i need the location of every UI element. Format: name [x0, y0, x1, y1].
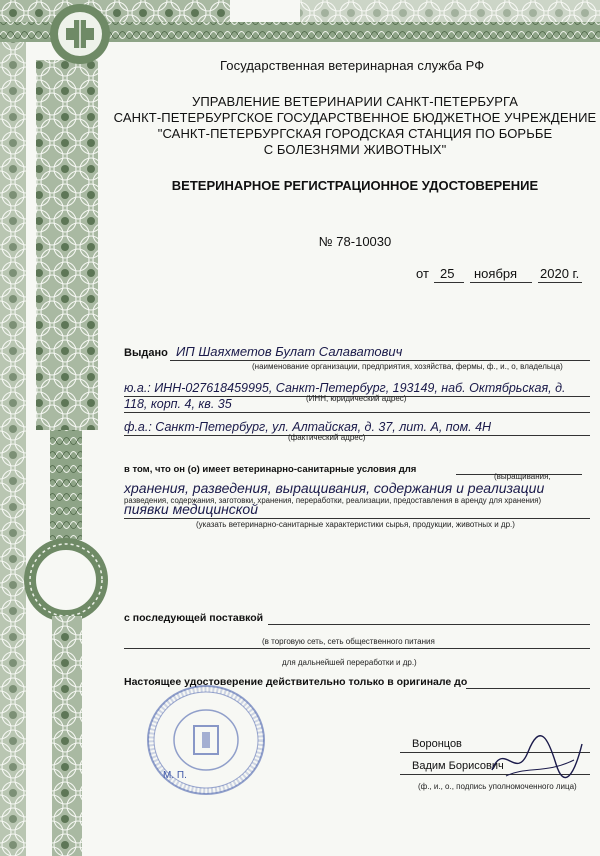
official-seal — [142, 680, 270, 800]
conditions-hint-1: (выращивания, — [494, 472, 551, 481]
supply-rule-2 — [124, 648, 590, 649]
conditions-hint-2: разведения, содержания, заготовки, хранения, переработки, реализации, предоставления в аренду для хранения) — [124, 496, 542, 505]
legal-address-line-2-rule — [124, 412, 590, 413]
conditions-rule — [124, 518, 590, 519]
legal-address-line-1: ю.а.: ИНН-027618459995, Санкт-Петербург, 193149, наб. Октябрьская, д. — [124, 381, 566, 395]
legal-address-hint: (ИНН, юридический адрес) — [306, 394, 407, 403]
header-line-3: "САНКТ-ПЕТЕРБУРГСКАЯ ГОРОДСКАЯ СТАНЦИЯ ПО БОРЬБЕ — [157, 126, 553, 141]
signer-name: Вадим Борисович — [412, 760, 504, 772]
service-name: Государственная ветеринарная служба РФ — [220, 58, 485, 73]
conditions-value-line-2: пиявки медицинской — [124, 501, 258, 517]
supply-hint-2: для дальнейшей переработки и др.) — [282, 658, 417, 667]
conditions-hint-3: (указать ветеринарно-санитарные характеристики сырья, продукции, животных и др.) — [196, 520, 515, 529]
date-prefix: от — [416, 266, 429, 281]
conditions-label: в том, что он (о) имеет ветеринарно-санитарные условия для — [124, 464, 417, 475]
conditions-value-line-1: хранения, разведения, выращивания, содержания и реализации — [124, 480, 545, 496]
issued-line — [170, 360, 590, 361]
issued-label: Выдано — [124, 347, 168, 359]
date-year-line — [538, 282, 582, 283]
document-title: ВЕТЕРИНАРНОЕ РЕГИСТРАЦИОННОЕ УДОСТОВЕРЕНИЕ — [171, 178, 539, 193]
certificate-number: № 78-10030 — [318, 234, 392, 249]
actual-address-value: ф.а.: Санкт-Петербург, ул. Алтайская, д. 37, лит. А, пом. 4Н — [124, 420, 492, 434]
issued-hint: (наименование организации, предприятия, хозяйства, фермы, ф., и., о, владельца) — [252, 362, 563, 371]
header-line-2: САНКТ-ПЕТЕРБУРГСКОЕ ГОСУДАРСТВЕННОЕ БЮДЖЕТНОЕ УЧРЕЖДЕНИЕ — [113, 110, 597, 125]
date-year: 2020 г. — [540, 266, 580, 281]
signer-surname: Воронцов — [412, 738, 462, 750]
supply-hint-1: (в торговую сеть, сеть общественного питания — [262, 637, 435, 646]
signer-hint: (ф., и., о., подпись уполномоченного лица) — [418, 782, 577, 791]
header-line-4: С БОЛЕЗНЯМИ ЖИВОТНЫХ" — [263, 142, 447, 157]
issued-value: ИП Шаяхметов Булат Салаватович — [176, 344, 403, 359]
header-line-1: УПРАВЛЕНИЕ ВЕТЕРИНАРИИ САНКТ-ПЕТЕРБУРГА — [191, 94, 519, 109]
date-day-line — [434, 282, 464, 283]
date-month-line — [470, 282, 532, 283]
date-day: 25 — [440, 266, 455, 281]
validity-rule — [466, 688, 590, 689]
supply-rule — [268, 624, 590, 625]
actual-address-hint: (фактический адрес) — [288, 433, 366, 442]
supply-label: с последующей поставкой — [124, 612, 264, 624]
date-month: ноября — [474, 266, 518, 281]
validity-text: Настоящее удостоверение действительно только в оригинале до — [124, 676, 468, 688]
signature-mark — [486, 730, 586, 786]
stamp-label: М. П. — [163, 770, 187, 781]
legal-address-line-2: 118, корп. 4, кв. 35 — [124, 397, 232, 411]
